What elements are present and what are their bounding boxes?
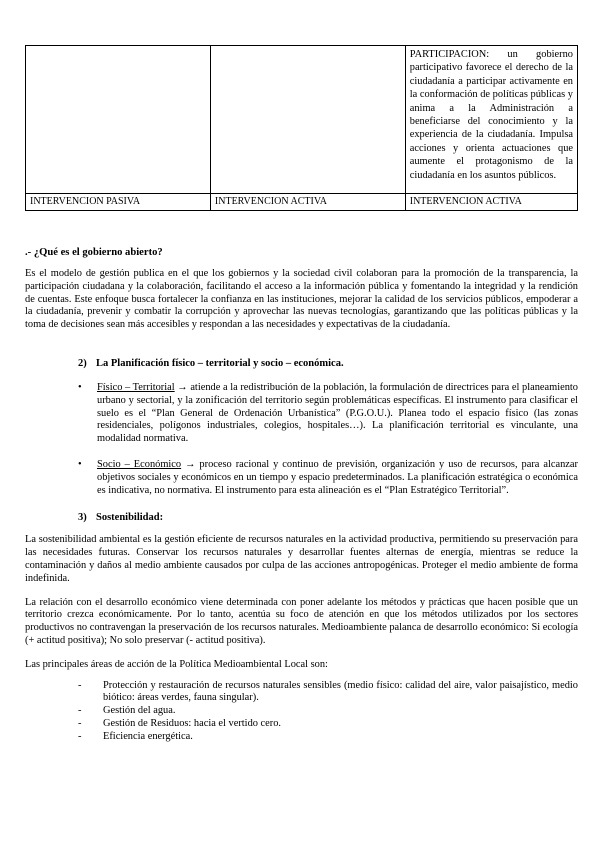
- list-item-text: Gestión del agua.: [103, 705, 176, 717]
- list-item-text: Eficiencia energética.: [103, 730, 193, 742]
- list-item: [78, 382, 578, 446]
- bullet-marker: •: [78, 381, 82, 393]
- bullet-text: [97, 459, 578, 497]
- bullet-term: Socio – Económico: [97, 458, 182, 470]
- dash-marker: -: [78, 717, 82, 729]
- table-cell-intervencion-activa-1: INTERVENCION ACTIVA: [210, 194, 405, 211]
- list-item-text: Protección y restauración de recursos naturales sensibles (medio físico: calidad del aire, valor paisajístico, medio biótico: áreas verdes, fauna singular).: [103, 679, 578, 704]
- gobierno-abierto-paragraph: Es el modelo de gestión publica en el que los gobiernos y la sociedad civil colaboran para la promoción de la transparencia, la participación ciudadana y la colaboración, facilitando el acceso a la información pública y fomentando la integridad y la rendición de cuentas. Este enfoque busca fortalecer la confianza en las instituciones, mejorar la calidad de los servicios públicos, empoderar a la ciudadanía, prevenir y combatir la corrupción y aprovechar las nuevas tecnologías, garantizando que las políticas públicas y la toma de decisiones sean más accesibles y respondan a las necesidades y expectativas de la ciudadanía.: [25, 268, 578, 331]
- planificacion-heading: [78, 358, 578, 369]
- bullet-text: [97, 382, 578, 446]
- bullet-body: → atiende a la redistribución de la población, la formulación de directrices para el planeamiento urbano y sectorial, y la zonificación del territorio según problemáticas específicas. El instrumento para clasificar el suelo es el “Plan General de Ordenación Urbanística” (P.G.O.U.). Planea todo el espacio físico (las zonas residenciales, polígonos industriales, colegios, hospitales…). La planificación territorial es vinculante, una modalidad normativa.: [97, 381, 578, 445]
- sostenibilidad-heading: [78, 512, 578, 523]
- intervention-table: [25, 45, 578, 211]
- participacion-text: PARTICIPACION: un gobierno participativo favorece el derecho de la ciudadanía a participar activamente en la conformación de políticas públicas y anima a la Administración a beneficiarse del conocimiento y la experiencia de la ciudadanía. Impulsa acciones y orienta actuaciones que aumente el protagonismo de la ciudadanía en los asuntos públicos.: [409, 49, 573, 181]
- sostenibilidad-paragraph-1: La sostenibilidad ambiental es la gestión eficiente de recursos naturales en la actividad productiva, permitiendo su preservación para las necesidades futuras. Conservar los recursos naturales y desarrollar fuentes alternas de energía, mientras se reduce la contaminación y daños al medio ambiente causados por culpa de las acciones antropogénicas. Proteger el medio ambiente de forma indefinida.: [25, 534, 578, 584]
- list-item: [78, 680, 578, 706]
- list-item: [78, 705, 578, 718]
- table-cell-intervencion-pasiva: INTERVENCION PASIVA: [26, 194, 211, 211]
- sostenibilidad-paragraph-2: La relación con el desarrollo económico viene determinada con poner adelante los métodos y prácticas que hacen posible que un territorio crezca económicamente. Por lo tanto, acentúa su foco de atención en que los métodos utilizados por los sectores productivos no contravengan la preservación de los recursos naturales. Medioambiente palanca de desarrollo económico: Si ecología (+ actitud positiva); No solo preservar (- actitud positiva).: [25, 596, 578, 646]
- table-row: [26, 194, 578, 211]
- bullet-body: → proceso racional y continuo de previsión, organización y uso de recursos, para alcanzar objetivos sociales y económicos en un tiempo y espacio predeterminados. La planificación estratégica o económica es indicativa, no normativa. El instrumento para esta alineación es el “Plan Estratégico Territorial”.: [97, 458, 578, 496]
- sostenibilidad-title: Sostenibilidad:: [96, 512, 164, 524]
- planificacion-title: La Planificación físico – territorial y socio – económica.: [96, 357, 344, 369]
- list-item: [78, 718, 578, 731]
- dash-marker: -: [78, 730, 82, 742]
- sostenibilidad-paragraph-3: Las principales áreas de acción de la Política Medioambiental Local son:: [25, 658, 328, 670]
- list-item-text: Gestión de Residuos: hacia el vertido cero.: [103, 717, 282, 729]
- bullet-term: Físico – Territorial: [97, 381, 175, 393]
- dash-marker: -: [78, 679, 82, 691]
- planificacion-number: 2): [78, 357, 87, 369]
- table-cell-intervencion-activa-2: INTERVENCION ACTIVA: [405, 194, 577, 211]
- list-item: [78, 459, 578, 497]
- dash-marker: -: [78, 705, 82, 717]
- sostenibilidad-number: 3): [78, 512, 87, 524]
- table-cell-empty-2: [210, 46, 405, 194]
- bullet-marker: •: [78, 458, 82, 470]
- table-cell-participacion: [405, 46, 577, 194]
- list-item: [78, 731, 578, 744]
- table-row: [26, 46, 578, 194]
- medioambiental-list: [25, 680, 578, 744]
- gobierno-abierto-heading: .- ¿Qué es el gobierno abierto?: [25, 247, 163, 258]
- table-cell-empty-1: [26, 46, 211, 194]
